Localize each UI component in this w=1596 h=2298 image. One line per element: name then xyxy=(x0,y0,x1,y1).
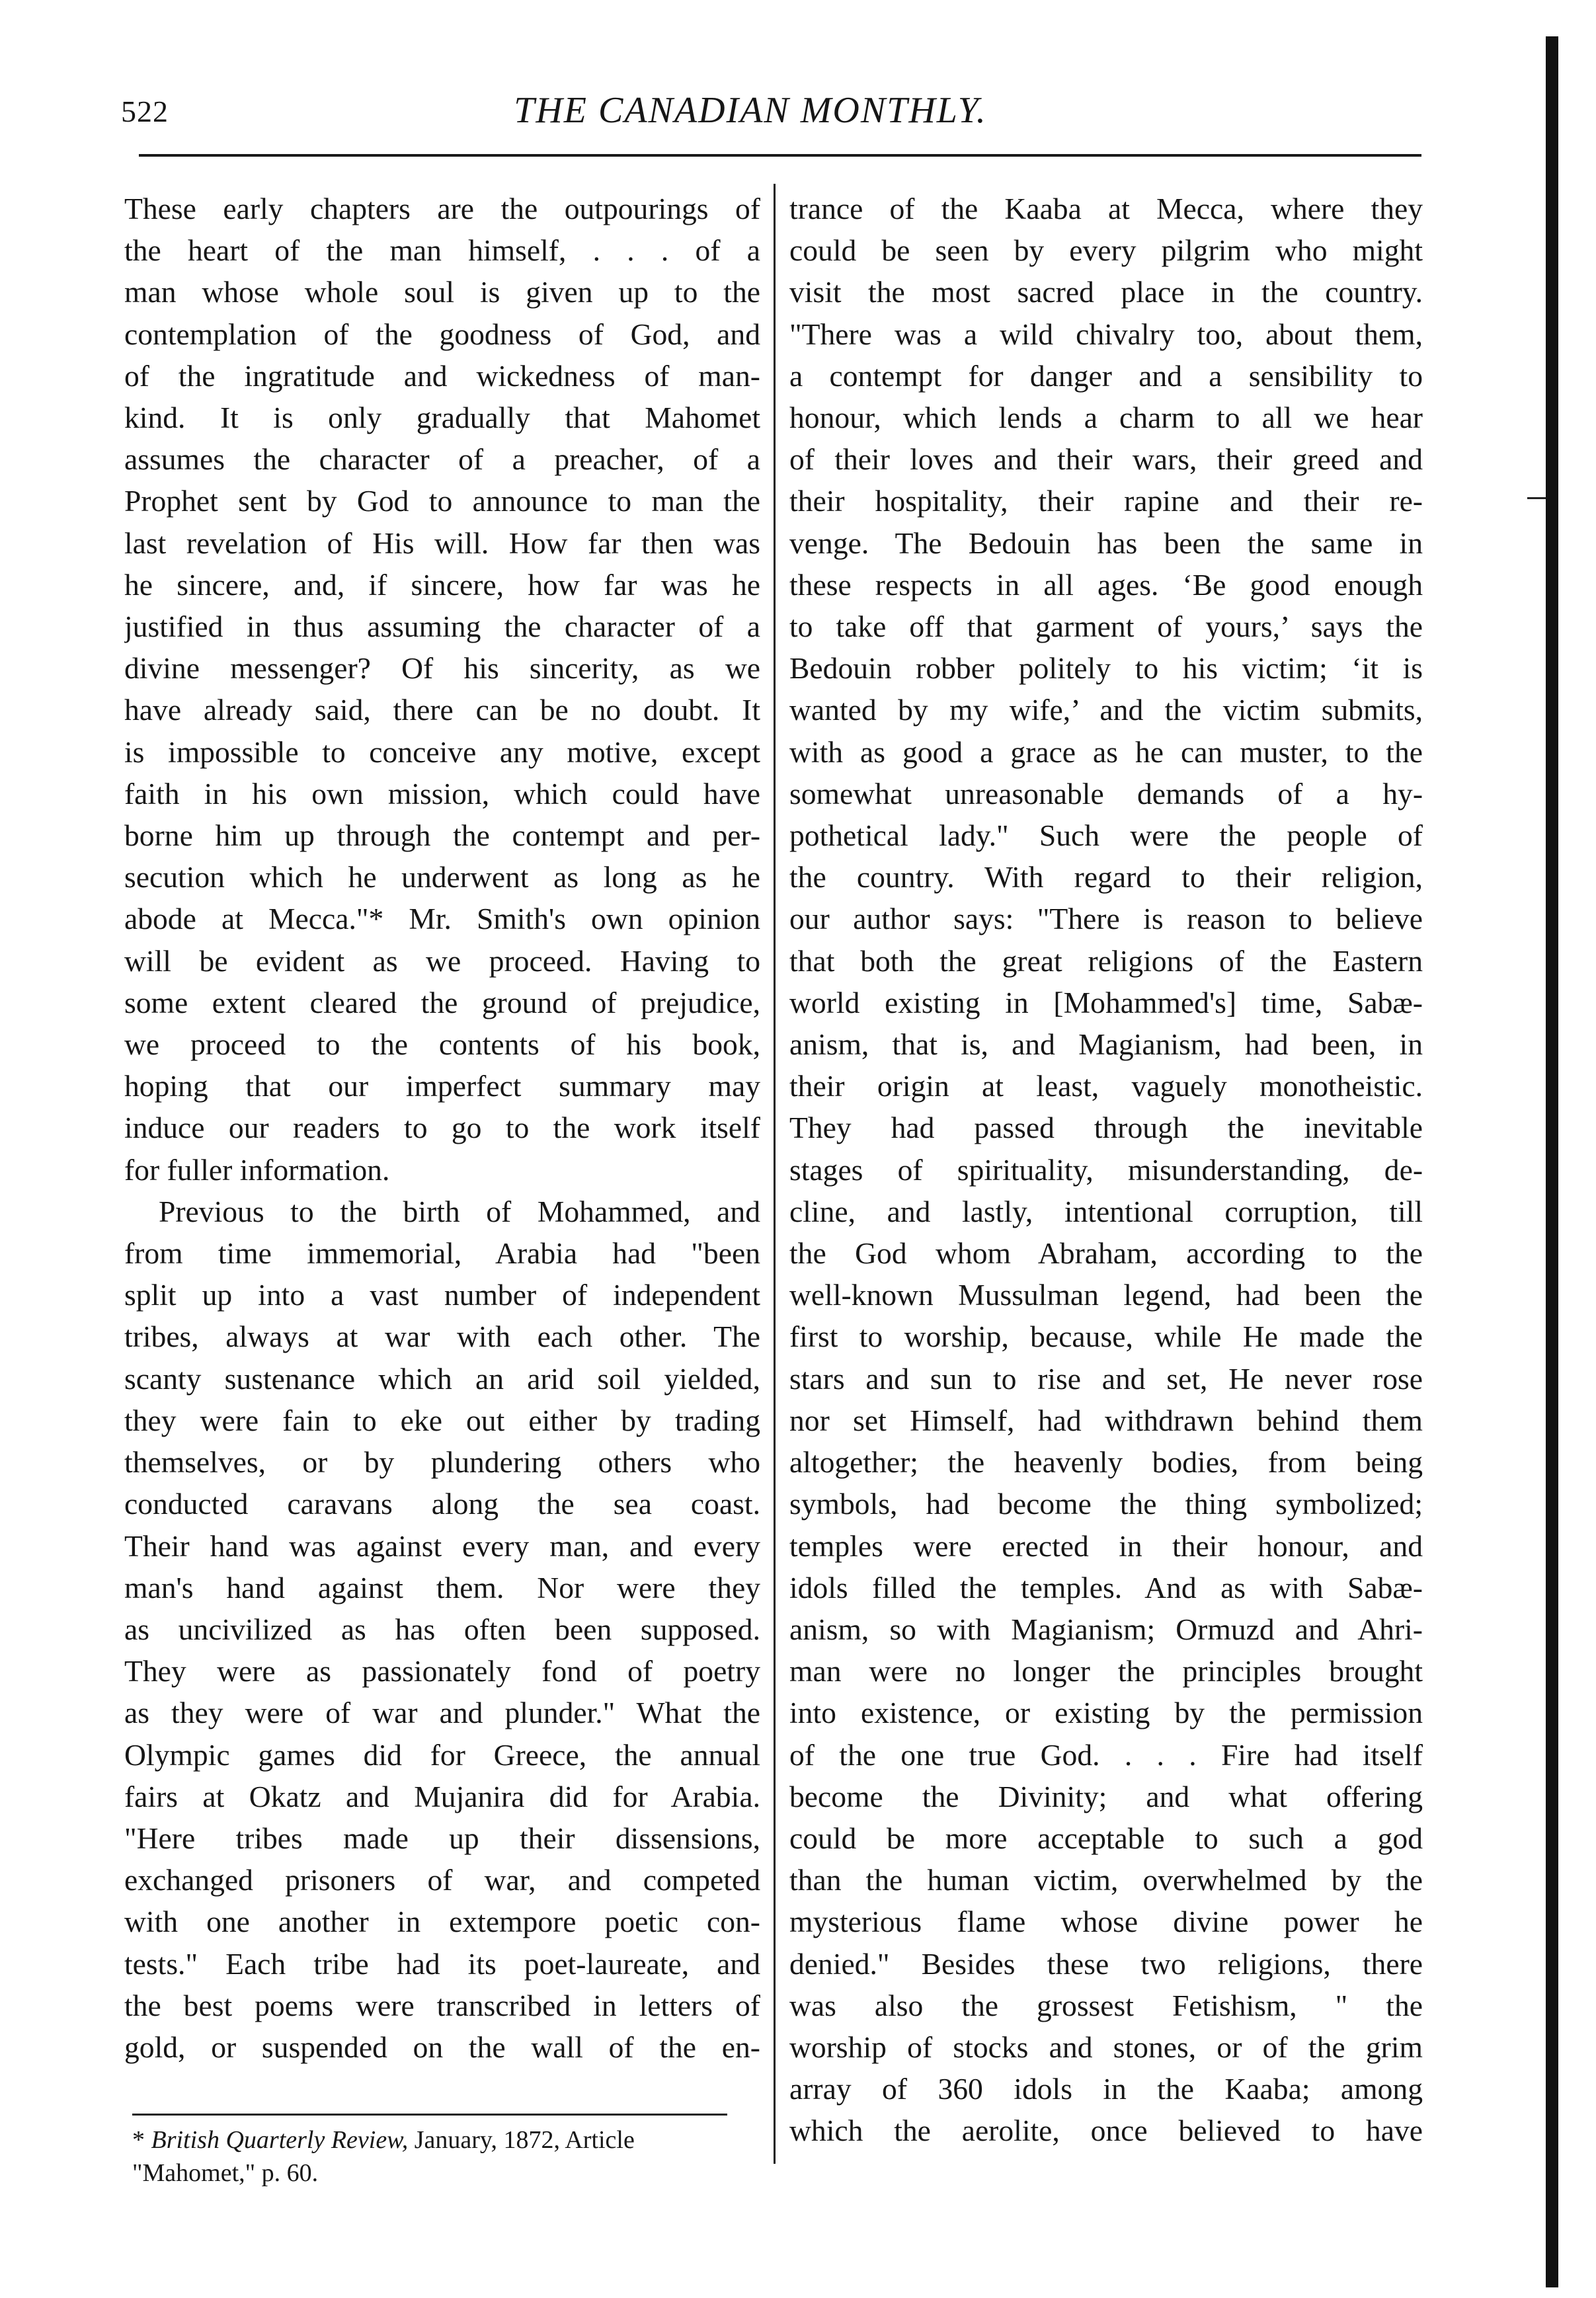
text-line: secution which he underwent as long as he xyxy=(124,860,760,894)
text-line: will be evident as we proceed. Having to xyxy=(124,943,760,978)
text-line: last revelation of His will. How far then was xyxy=(124,526,760,560)
text-line: fairs at Okatz and Mujanira did for Arabia. xyxy=(124,1779,760,1813)
text-line: anism, so with Magianism; Ormuzd and Ahri- xyxy=(789,1612,1423,1646)
text-line: Olympic games did for Greece, the annual xyxy=(124,1737,760,1772)
text-line: worship of stocks and stones, or of the grim xyxy=(789,2030,1423,2064)
text-line: conducted caravans along the sea coast. xyxy=(124,1487,760,1521)
text-line: assumes the character of a preacher, of a xyxy=(124,442,760,477)
binding-edge xyxy=(1546,36,1558,2287)
text-line: borne him up through the contempt and per- xyxy=(124,818,760,853)
text-line: which the aerolite, once believed to have xyxy=(789,2114,1423,2148)
text-line: Their hand was against every man, and every xyxy=(124,1528,760,1563)
text-line: venge. The Bedouin has been the same in xyxy=(789,526,1423,560)
text-line: gold, or suspended on the wall of the en- xyxy=(124,2030,760,2064)
text-line: temples were erected in their honour, and xyxy=(789,1528,1423,1563)
text-line: exchanged prisoners of war, and competed xyxy=(124,1863,760,1897)
text-line: tests." Each tribe had its poet-laureate, and xyxy=(124,1946,760,1981)
text-line: the country. With regard to their religion, xyxy=(789,860,1423,894)
text-line: justified in thus assuming the character of a xyxy=(124,610,760,644)
header-rule xyxy=(139,154,1421,157)
text-line: these respects in all ages. ‘Be good enough xyxy=(789,567,1423,602)
text-line: man's hand against them. Nor were they xyxy=(124,1570,760,1605)
text-line: first to worship, because, while He made the xyxy=(789,1320,1423,1354)
text-line: the God whom Abraham, according to the xyxy=(789,1236,1423,1271)
text-line: scanty sustenance which an arid soil yielded, xyxy=(124,1361,760,1396)
text-line: some extent cleared the ground of prejudice, xyxy=(124,985,760,1019)
text-line: than the human victim, overwhelmed by the xyxy=(789,1863,1423,1897)
text-line: abode at Mecca."* Mr. Smith's own opinion xyxy=(124,902,760,936)
text-line: our author says: "There is reason to believe xyxy=(789,902,1423,936)
text-line: that both the great religions of the Eastern xyxy=(789,943,1423,978)
text-line: he sincere, and, if sincere, how far was he xyxy=(124,567,760,602)
text-line: pothetical lady." Such were the people of xyxy=(789,818,1423,853)
text-line: have already said, there can be no doubt. It xyxy=(124,693,760,727)
footnote-marker: * xyxy=(132,2126,145,2154)
text-line: stages of spirituality, misunderstanding, de- xyxy=(789,1152,1423,1187)
text-line: induce our readers to go to the work itself xyxy=(124,1111,760,1145)
footnote xyxy=(132,2123,760,2190)
text-line: nor set Himself, had withdrawn behind them xyxy=(789,1403,1423,1437)
text-line: as they were of war and plunder." What the xyxy=(124,1696,760,1730)
footnote-citation: January, 1872, Article xyxy=(414,2126,635,2154)
column-divider xyxy=(774,184,776,2164)
page-number: 522 xyxy=(121,95,169,128)
footnote-line: "Mahomet," p. 60. xyxy=(132,2159,319,2187)
footnote-rule xyxy=(132,2114,727,2116)
text-line: from time immemorial, Arabia had "been xyxy=(124,1236,760,1271)
text-line: their hospitality, their rapine and their re- xyxy=(789,484,1423,518)
text-line: denied." Besides these two religions, there xyxy=(789,1946,1423,1981)
text-line: symbols, had become the thing symbolized; xyxy=(789,1487,1423,1521)
text-line: Bedouin robber politely to his victim; ‘it is xyxy=(789,651,1423,686)
text-line: split up into a vast number of independent xyxy=(124,1278,760,1312)
text-line: of the ingratitude and wickedness of man- xyxy=(124,358,760,393)
text-line: into existence, or existing by the permission xyxy=(789,1696,1423,1730)
right-column xyxy=(789,188,1423,2152)
text-line: could be seen by every pilgrim who might xyxy=(789,233,1423,268)
text-line: they were fain to eke out either by trading xyxy=(124,1403,760,1437)
text-line: well-known Mussulman legend, had been the xyxy=(789,1278,1423,1312)
text-line: become the Divinity; and what offering xyxy=(789,1779,1423,1813)
text-line: faith in his own mission, which could have xyxy=(124,776,760,811)
text-line: trance of the Kaaba at Mecca, where they xyxy=(789,192,1423,225)
text-line: honour, which lends a charm to all we hear xyxy=(789,401,1423,435)
left-column xyxy=(124,188,760,2068)
binding-mark xyxy=(1527,497,1546,499)
text-line: wanted by my wife,’ and the victim submits, xyxy=(789,693,1423,727)
text-line: of the one true God. . . . Fire had itself xyxy=(789,1737,1423,1772)
text-line: is impossible to conceive any motive, except xyxy=(124,734,760,769)
text-line: world existing in [Mohammed's] time, Sabæ- xyxy=(789,985,1423,1019)
text-line: for fuller information. xyxy=(124,1152,390,1187)
text-line: their origin at least, vaguely monotheistic. xyxy=(789,1069,1423,1103)
text-line: visit the most sacred place in the country. xyxy=(789,275,1423,309)
text-line: of their loves and their wars, their greed and xyxy=(789,442,1423,477)
running-title: THE CANADIAN MONTHLY. xyxy=(514,90,987,131)
text-line: These early chapters are the outpourings of xyxy=(124,192,760,225)
text-line: somewhat unreasonable demands of a hy- xyxy=(789,776,1423,811)
text-line: "There was a wild chivalry too, about them, xyxy=(789,317,1423,351)
footnote-line xyxy=(132,2123,760,2157)
text-line: cline, and lastly, intentional corruption, till xyxy=(789,1194,1423,1228)
text-line: mysterious flame whose divine power he xyxy=(789,1905,1423,1939)
text-line: themselves, or by plundering others who xyxy=(124,1445,760,1480)
text-line: the heart of the man himself, . . . of a xyxy=(124,233,760,268)
text-line: could be more acceptable to such a god xyxy=(789,1821,1423,1855)
text-line: "Here tribes made up their dissensions, xyxy=(124,1821,760,1855)
text-line: a contempt for danger and a sensibility to xyxy=(789,358,1423,393)
text-line: as uncivilized as has often been supposed. xyxy=(124,1612,760,1646)
text-line: stars and sun to rise and set, He never rose xyxy=(789,1361,1423,1396)
text-line: man whose whole soul is given up to the xyxy=(124,275,760,309)
text-line: tribes, always at war with each other. The xyxy=(124,1320,760,1354)
text-line: They were as passionately fond of poetry xyxy=(124,1654,760,1688)
text-line: with one another in extempore poetic con- xyxy=(124,1905,760,1939)
text-line: array of 360 idols in the Kaaba; among xyxy=(789,2072,1423,2106)
text-line: anism, that is, and Magianism, had been, in xyxy=(789,1027,1423,1062)
text-line: with as good a grace as he can muster, to the xyxy=(789,734,1423,769)
footnote-source-title: British Quarterly Review, xyxy=(151,2126,409,2154)
text-line: kind. It is only gradually that Mahomet xyxy=(124,401,760,435)
text-line: contemplation of the goodness of God, and xyxy=(124,317,760,351)
text-line: They had passed through the inevitable xyxy=(789,1111,1423,1145)
text-line: the best poems were transcribed in letters of xyxy=(124,1988,760,2022)
text-line: altogether; the heavenly bodies, from being xyxy=(789,1445,1423,1480)
text-line: Prophet sent by God to announce to man the xyxy=(124,484,760,518)
text-line: we proceed to the contents of his book, xyxy=(124,1027,760,1062)
text-line: idols filled the temples. And as with Sabæ- xyxy=(789,1570,1423,1605)
text-line: divine messenger? Of his sincerity, as we xyxy=(124,651,760,686)
text-line: man were no longer the principles brought xyxy=(789,1654,1423,1688)
text-line: to take off that garment of yours,’ says the xyxy=(789,610,1423,644)
text-line: was also the grossest Fetishism, " the xyxy=(789,1988,1423,2022)
text-line: hoping that our imperfect summary may xyxy=(124,1069,760,1103)
text-line: Previous to the birth of Mohammed, and xyxy=(159,1194,760,1228)
